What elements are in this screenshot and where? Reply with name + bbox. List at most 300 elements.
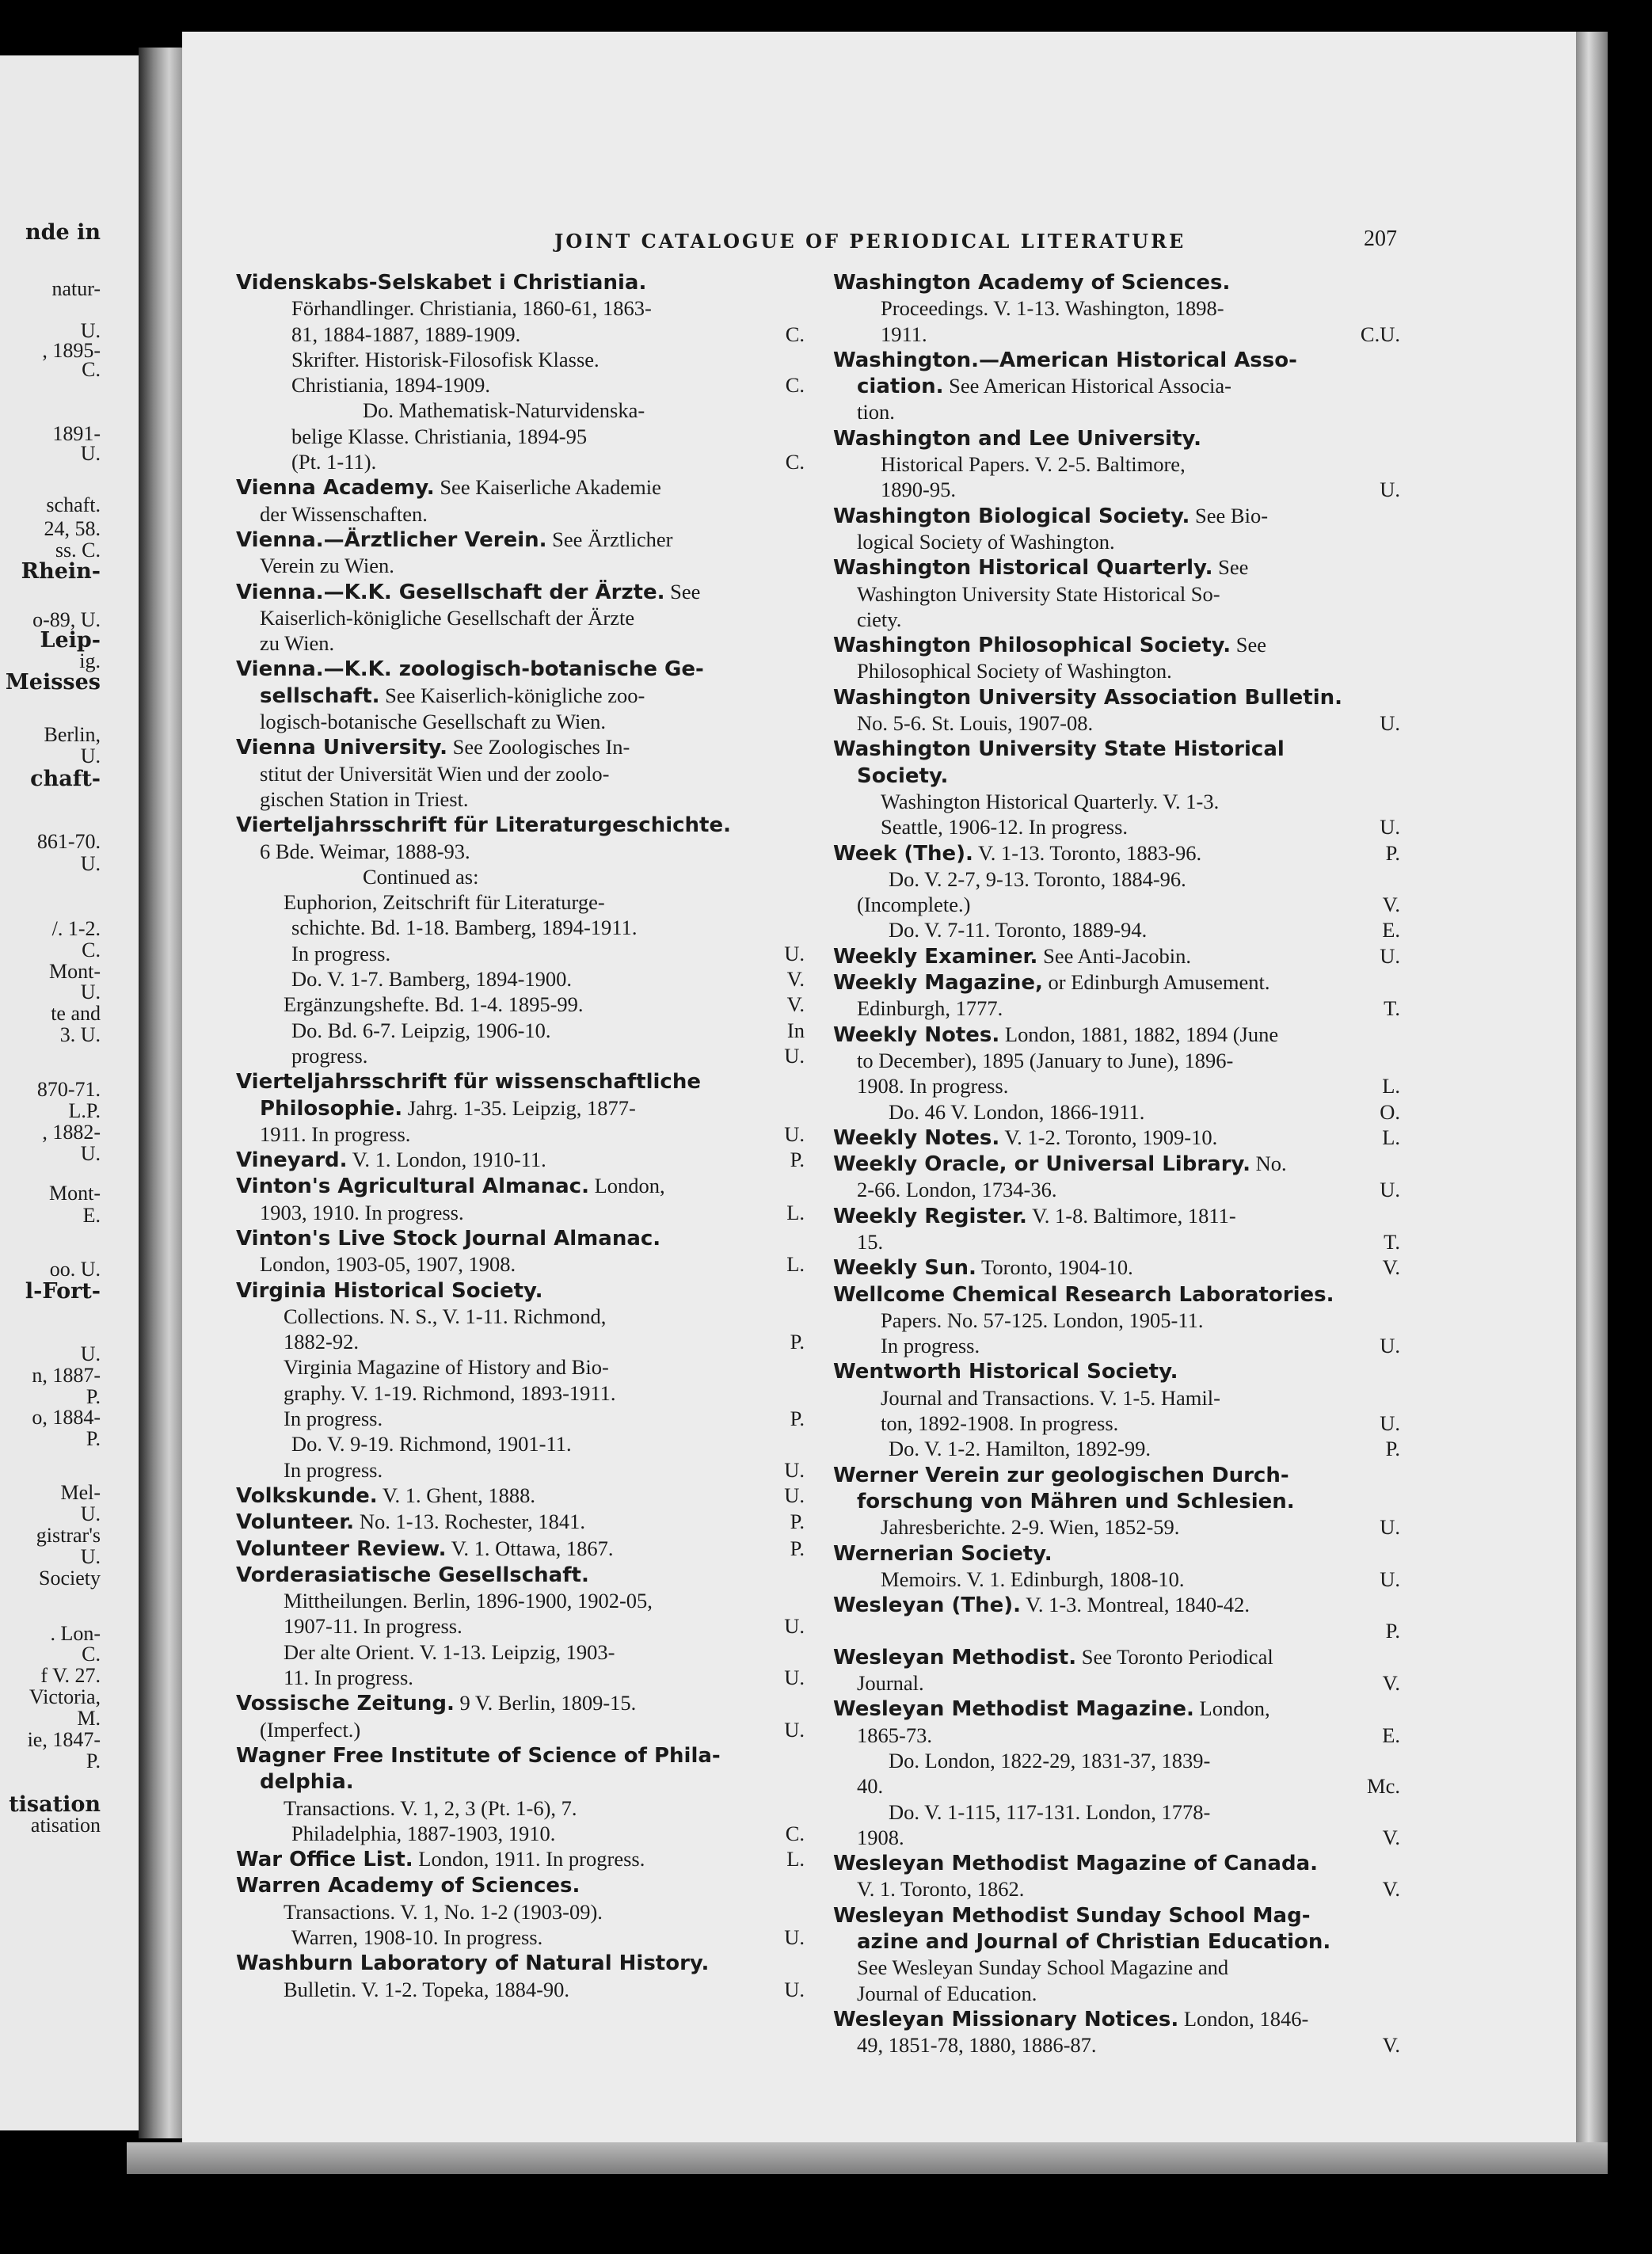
entry-heading-line (236, 1872, 805, 1898)
entry-line (236, 709, 805, 734)
left-page-fragment: , 1882- (42, 1121, 101, 1144)
left-page-fragment: U. (80, 1142, 101, 1165)
page-number: 207 (1364, 227, 1397, 251)
entry-title: Wernerian Society. (833, 1541, 1052, 1566)
catalogue-entry (833, 1151, 1400, 1203)
entry-text: gischen Station in Triest. (260, 786, 469, 811)
entry-title: Washington and Lee University. (833, 426, 1201, 451)
entry-text: 40. (857, 1774, 884, 1799)
entry-heading-line (236, 1483, 805, 1509)
catalogue-entry (236, 1872, 805, 1950)
entry-text: London, 1903-05, 1907, 1908. (260, 1252, 516, 1277)
entry-title: Wesleyan Methodist Magazine. (833, 1697, 1194, 1722)
entry-title: Wagner Free Institute of Science of Phila- (236, 1743, 721, 1768)
entry-text: Philadelphia, 1887-1903, 1910. (291, 1821, 556, 1845)
entry-line (833, 399, 1400, 425)
entry-line (833, 1514, 1400, 1540)
entry-text: 1911. In progress. (260, 1121, 411, 1146)
left-page-fragment: U. (80, 852, 101, 875)
entry-title: Philosophie. (260, 1096, 403, 1121)
entry-heading-line (833, 1255, 1400, 1281)
right-column (833, 269, 1400, 2058)
left-page-fragment: C. (82, 1643, 101, 1666)
left-page-fragment: P. (86, 1427, 101, 1450)
entry-text: Transactions. V. 1, No. 1-2 (1903-09). (284, 1899, 603, 1924)
entry-heading-line (833, 503, 1400, 529)
entry-line (236, 1095, 805, 1121)
entry-line (236, 941, 805, 966)
entry-text: Der alte Orient. V. 1-13. Leipzig, 1903- (284, 1639, 615, 1664)
page-bottom-edge (127, 2142, 1608, 2174)
entry-text: Proceedings. V. 1-13. Washington, 1898- (881, 296, 1224, 321)
entry-title: Week (The). (833, 841, 973, 866)
left-page-fragment: Mel- (60, 1481, 101, 1504)
library-code: V. (1382, 1255, 1400, 1280)
entry-line (833, 917, 1400, 942)
entry-line (833, 1488, 1400, 1514)
entry-text: V. 1. Ghent, 1888. (377, 1483, 535, 1507)
entry-line (236, 1121, 805, 1147)
entry-line (236, 1613, 805, 1639)
entry-line (236, 1925, 805, 1950)
entry-line (236, 1354, 805, 1380)
entry-title: Werner Verein zur geologischen Durch- (833, 1463, 1289, 1487)
catalogue-entry (833, 1022, 1400, 1125)
entry-text: Continued as: (363, 864, 479, 889)
entry-heading-line (236, 1562, 805, 1588)
catalogue-entry (236, 1483, 805, 1509)
entry-line (236, 1665, 805, 1690)
entry-text: Transactions. V. 1, 2, 3 (Pt. 1-6), 7. (284, 1795, 577, 1820)
entry-text: Washington University State Historical So- (857, 581, 1220, 606)
entry-title: Washington Philosophical Society. (833, 634, 1231, 658)
entry-title: Wesleyan Methodist Magazine of Canada. (833, 1852, 1319, 1876)
left-page-fragment: U. (80, 744, 101, 767)
library-code: T. (1384, 1229, 1400, 1254)
entry-heading-line (833, 1022, 1400, 1048)
library-code: U. (1380, 815, 1400, 840)
library-code: V. (1382, 2033, 1400, 2058)
left-page-fragment: Berlin, (44, 723, 101, 746)
entry-text: Journal and Transactions. V. 1-5. Hamil- (881, 1385, 1220, 1410)
entry-line (833, 814, 1400, 840)
entry-text: Kaiserlich-königliche Gesellschaft der Ärzte (260, 605, 635, 630)
entry-title: Virginia Historical Society. (236, 1278, 543, 1303)
entry-line (833, 373, 1400, 399)
entry-line (236, 966, 805, 992)
left-page-fragment: f V. 27. (40, 1664, 101, 1687)
entry-text: or Edinburgh Amusement. (1042, 970, 1270, 995)
catalogue-entry (236, 1068, 805, 1147)
entry-title: azine and Journal of Christian Education. (857, 1930, 1331, 1954)
entry-text: V. 1-8. Baltimore, 1811- (1026, 1203, 1236, 1228)
entry-heading-line (236, 579, 805, 605)
entry-line (833, 1955, 1400, 1980)
entry-line (833, 710, 1400, 736)
library-code: V. (1382, 893, 1400, 917)
entry-line (236, 761, 805, 786)
entry-line (236, 424, 805, 449)
entry-text: London, (1193, 1696, 1270, 1721)
left-page-fragment: 1891- (52, 422, 101, 445)
entry-line (236, 630, 805, 656)
entry-line (833, 451, 1400, 477)
entry-text: See (664, 579, 701, 603)
left-page-fragment: gistrar's (36, 1524, 101, 1547)
library-code: P. (1385, 1619, 1400, 1643)
entry-line (833, 892, 1400, 917)
entry-line (833, 1876, 1400, 1902)
entry-line (236, 889, 805, 915)
library-code: C. (785, 1821, 805, 1845)
entry-text: belige Klasse. Christiania, 1894-95 (291, 424, 588, 448)
entry-text: Förhandlinger. Christiania, 1860-61, 1863- (291, 296, 652, 321)
entry-line (236, 347, 805, 372)
entry-heading-line (236, 1147, 805, 1173)
entry-text: graphy. V. 1-19. Richmond, 1893-1911. (284, 1380, 616, 1405)
left-page-fragment: U. (80, 1545, 101, 1568)
left-page-fragment: l-Fort- (25, 1279, 101, 1304)
left-page-fragment: M. (77, 1707, 101, 1730)
entry-line (236, 915, 805, 940)
left-page-fragment: Victoria, (29, 1685, 101, 1708)
entry-heading-line (236, 812, 805, 838)
entry-text: Do. V. 2-7, 9-13. Toronto, 1884-96. (889, 866, 1186, 891)
entry-line (236, 992, 805, 1017)
catalogue-entry (833, 1902, 1400, 2006)
entry-line (236, 1200, 805, 1225)
entry-text: See (1212, 555, 1249, 580)
entry-text: See (1231, 633, 1267, 657)
entry-line (833, 477, 1400, 502)
entry-title: Washington Biological Society. (833, 504, 1190, 528)
left-page-fragment: 861-70. (36, 830, 101, 853)
entry-line (236, 1043, 805, 1068)
entry-title: delphia. (260, 1770, 354, 1795)
entry-line (236, 322, 805, 347)
entry-line (236, 295, 805, 321)
entry-line (833, 1723, 1400, 1748)
library-code: Mc. (1367, 1774, 1400, 1799)
entry-heading-line (833, 1696, 1400, 1722)
library-code: U. (784, 1977, 805, 2001)
entry-line (833, 996, 1400, 1021)
library-code: U. (1380, 1567, 1400, 1591)
library-code: O. (1380, 1099, 1400, 1124)
entry-heading-line (833, 632, 1400, 658)
entry-line (236, 398, 805, 423)
catalogue-entry (236, 1509, 805, 1535)
entry-text: See Bio- (1190, 503, 1269, 527)
entry-text: Jahrg. 1-35. Leipzig, 1877- (402, 1095, 636, 1120)
entry-line (833, 1099, 1400, 1125)
left-page-fragment: Leip- (40, 628, 101, 653)
entry-line (833, 1748, 1400, 1773)
catalogue-entry (833, 554, 1400, 632)
library-code: U. (784, 1457, 805, 1482)
library-code: L. (786, 1200, 805, 1224)
entry-text: See Wesleyan Sunday School Magazine and (857, 1955, 1229, 1980)
library-code: U. (784, 1925, 805, 1949)
entry-line (833, 866, 1400, 892)
entry-text: to December), 1895 (January to June), 1896- (857, 1048, 1234, 1072)
library-code: U. (784, 1121, 805, 1146)
catalogue-entry (833, 1540, 1400, 1593)
left-page-fragment: 870-71. (36, 1078, 101, 1101)
library-code: U. (784, 1043, 805, 1068)
entry-text: Toronto, 1904-10. (976, 1255, 1133, 1280)
library-code: P. (790, 1148, 805, 1172)
entry-line (236, 501, 805, 527)
entry-title: Washburn Laboratory of Natural History. (236, 1951, 710, 1976)
entry-line (236, 1639, 805, 1665)
library-code: U. (1380, 943, 1400, 968)
catalogue-entry (236, 579, 805, 657)
entry-text: No. (1250, 1152, 1287, 1176)
entry-heading-line (833, 347, 1400, 373)
entry-heading-line (833, 554, 1400, 581)
entry-line (833, 1333, 1400, 1358)
catalogue-entry (833, 840, 1400, 943)
library-code: V. (786, 967, 805, 992)
entry-title: forschung von Mähren und Schlesien. (857, 1489, 1295, 1513)
entry-text: See Ärztlicher (546, 527, 673, 551)
entry-title: Washington University Association Bulletin. (833, 685, 1343, 710)
catalogue-entry (833, 2006, 1400, 2058)
entry-line (833, 1670, 1400, 1696)
left-page-fragment: Mont- (49, 960, 101, 983)
entry-line (236, 1588, 805, 1613)
catalogue-entry (236, 269, 805, 474)
left-page-fragment: Meisses (5, 670, 101, 695)
entry-title: Wesleyan Methodist Sunday School Mag- (833, 1903, 1311, 1928)
library-code: L. (1382, 1074, 1400, 1098)
entry-text: No. 1-13. Rochester, 1841. (354, 1510, 586, 1534)
book-gutter (139, 48, 182, 2138)
entry-line (236, 864, 805, 889)
entry-line (236, 1329, 805, 1354)
catalogue-entry (236, 1173, 805, 1225)
entry-line (833, 529, 1400, 554)
entry-text: schichte. Bd. 1-18. Bamberg, 1894-1911. (291, 916, 638, 940)
entry-title: Vienna Academy. (236, 476, 435, 501)
left-page-fragment: o, 1884- (32, 1406, 101, 1429)
entry-text: (Imperfect.) (260, 1717, 361, 1742)
entry-title: Volunteer Review. (236, 1536, 447, 1561)
catalogue-entry (236, 734, 805, 812)
catalogue-entry (833, 1592, 1400, 1644)
entry-line (833, 607, 1400, 632)
entry-text: Jahresberichte. 2-9. Wien, 1852-59. (881, 1515, 1180, 1540)
entry-text: Do. London, 1822-29, 1831-37, 1839- (889, 1748, 1211, 1772)
entry-line (833, 295, 1400, 321)
left-page-fragment: . Lon- (50, 1622, 101, 1645)
entry-text: Seattle, 1906-12. In progress. (881, 815, 1129, 840)
left-page-fragment: ie, 1847- (27, 1728, 101, 1751)
entry-text: der Wissenschaften. (260, 501, 428, 526)
entry-text: Collections. N. S., V. 1-11. Richmond, (284, 1304, 607, 1328)
entry-heading-line (236, 1277, 805, 1304)
left-page-fragment: 24, 58. (44, 517, 101, 540)
entry-title: Vienna.—K.K. zoologisch-botanische Ge- (236, 657, 704, 682)
entry-text: Virginia Magazine of History and Bio- (284, 1355, 609, 1380)
entry-line (236, 683, 805, 709)
catalogue-entry (833, 1203, 1400, 1255)
entry-line (236, 1977, 805, 2002)
entry-heading-line (236, 1950, 805, 1976)
left-page-fragment: E. (82, 1204, 101, 1227)
entry-line (833, 658, 1400, 683)
entry-text: Do. V. 1-7. Bamberg, 1894-1900. (291, 967, 573, 992)
entry-text: 6 Bde. Weimar, 1888-93. (260, 839, 470, 863)
entry-text: In progress. (881, 1334, 980, 1358)
entry-title: Weekly Notes. (833, 1125, 1000, 1150)
left-page-fragment: , 1895- (42, 339, 101, 362)
entry-line (833, 1618, 1400, 1643)
entry-line (236, 1821, 805, 1846)
entry-heading-line (833, 684, 1400, 710)
library-code: T. (1384, 996, 1400, 1021)
entry-text: logisch-botanische Gesellschaft zu Wien. (260, 710, 607, 734)
catalogue-entry (236, 1147, 805, 1173)
entry-text: Warren, 1908-10. In progress. (291, 1925, 543, 1949)
entry-text: Mittheilungen. Berlin, 1896-1900, 1902-05, (284, 1589, 653, 1613)
entry-title: Volunteer. (236, 1510, 355, 1535)
entry-line (833, 763, 1400, 789)
entry-line (833, 1981, 1400, 2006)
library-code: V. (786, 992, 805, 1017)
catalogue-entry (833, 1281, 1400, 1359)
entry-title: Weekly Oracle, or Universal Library. (833, 1152, 1250, 1177)
entry-text: ciety. (857, 607, 902, 631)
left-page-fragment: tisation (9, 1792, 101, 1817)
entry-title: sellschaft. (260, 683, 380, 708)
entry-text: In progress. (291, 941, 391, 965)
entry-line (236, 839, 805, 864)
catalogue-entry (833, 1255, 1400, 1281)
entry-text: Skrifter. Historisk-Filosofisk Klasse. (291, 347, 600, 371)
entry-text: Do. 46 V. London, 1866-1911. (889, 1099, 1145, 1124)
entry-text: 2-66. London, 1734-36. (857, 1178, 1057, 1202)
library-code: U. (1380, 1334, 1400, 1358)
entry-text: 1903, 1910. In progress. (260, 1200, 464, 1224)
left-page-fragment: Mont- (49, 1182, 101, 1205)
entry-text: Memoirs. V. 1. Edinburgh, 1808-10. (881, 1567, 1185, 1591)
catalogue-entry (833, 943, 1400, 969)
catalogue-entry (236, 812, 805, 1068)
entry-line (833, 581, 1400, 607)
catalogue-entry (833, 1358, 1400, 1461)
entry-line (833, 1567, 1400, 1592)
catalogue-entry (236, 1690, 805, 1742)
catalogue-entry (236, 1536, 805, 1562)
entry-heading-line (833, 1902, 1400, 1928)
entry-text: Edinburgh, 1777. (857, 996, 1003, 1021)
entry-heading-line (833, 969, 1400, 996)
library-code: V. (1382, 1825, 1400, 1849)
entry-text: 15. (857, 1229, 884, 1254)
entry-line (236, 372, 805, 398)
entry-title: ciation. (857, 375, 944, 399)
entry-text: In progress. (284, 1407, 383, 1431)
library-code: C. (785, 450, 805, 474)
entry-text: V. 1. London, 1910-11. (347, 1148, 546, 1172)
entry-heading-line (833, 1203, 1400, 1229)
entry-title: Vienna.—K.K. Gesellschaft der Ärzte. (236, 580, 665, 604)
left-page-fragment: Rhein- (21, 559, 101, 584)
library-code: V. (1382, 1877, 1400, 1902)
entry-line (833, 1048, 1400, 1073)
library-code: P. (790, 1536, 805, 1560)
entry-text: Verein zu Wien. (260, 554, 394, 578)
entry-heading-line (833, 269, 1400, 295)
entry-text: Do. V. 7-11. Toronto, 1889-94. (889, 918, 1148, 942)
left-page-fragment: ig. (79, 649, 101, 672)
left-page-fragment: ss. C. (55, 539, 101, 562)
entry-line (833, 1308, 1400, 1333)
entry-line (833, 1229, 1400, 1255)
library-code: In (786, 1018, 805, 1042)
library-code: U. (784, 1483, 805, 1507)
catalogue-entry (833, 632, 1400, 684)
entry-text: Do. V. 1-115, 117-131. London, 1778- (889, 1799, 1211, 1824)
entry-text: Philosophical Society of Washington. (857, 659, 1172, 683)
library-code: U. (1380, 1515, 1400, 1540)
library-code: L. (786, 1847, 805, 1871)
entry-text: (Pt. 1-11). (291, 450, 377, 474)
entry-line (833, 1411, 1400, 1436)
entry-title: Weekly Examiner. (833, 944, 1038, 969)
catalogue-entry (833, 1462, 1400, 1540)
entry-line (236, 1457, 805, 1483)
entry-text: ton, 1892-1908. In progress. (881, 1411, 1119, 1436)
library-code: U. (784, 941, 805, 965)
left-page-fragment: L.P. (68, 1099, 101, 1122)
library-code: P. (790, 1330, 805, 1354)
catalogue-entry (236, 1950, 805, 2002)
entry-text: No. 5-6. St. Louis, 1907-08. (857, 711, 1094, 736)
entry-title: Vinton's Agricultural Almanac. (236, 1175, 589, 1199)
entry-text: London, (588, 1174, 665, 1198)
entry-text: See Kaiserliche Akademie (434, 475, 661, 500)
entry-heading-line (833, 1358, 1400, 1384)
entry-line (236, 1406, 805, 1431)
entry-line (833, 1177, 1400, 1202)
entry-line (236, 1717, 805, 1742)
left-page-fragment: n, 1887- (32, 1364, 101, 1387)
catalogue-entry (833, 1850, 1400, 1902)
entry-text: Historical Papers. V. 2-5. Baltimore, (881, 452, 1186, 477)
entry-text: Ergänzungshefte. Bd. 1-4. 1895-99. (284, 992, 584, 1017)
entry-line (833, 1773, 1400, 1799)
entry-line (833, 1385, 1400, 1411)
entry-heading-line (236, 474, 805, 501)
entry-text: 9 V. Berlin, 1809-15. (454, 1691, 637, 1715)
left-page-fragment: P. (86, 1750, 101, 1772)
entry-heading-line (236, 1225, 805, 1251)
entry-text: Papers. No. 57-125. London, 1905-11. (881, 1308, 1204, 1332)
entry-heading-line (236, 1742, 805, 1769)
catalogue-entry (236, 1846, 805, 1872)
entry-line (833, 1928, 1400, 1955)
left-page-fragment: U. (80, 1342, 101, 1365)
entry-text: V. 1. Ottawa, 1867. (446, 1536, 614, 1560)
library-code: U. (1380, 711, 1400, 736)
entry-title: Weekly Register. (833, 1204, 1027, 1228)
left-page-fragment: schaft. (46, 493, 101, 516)
catalogue-entry (833, 969, 1400, 1022)
entry-heading-line (833, 1540, 1400, 1567)
